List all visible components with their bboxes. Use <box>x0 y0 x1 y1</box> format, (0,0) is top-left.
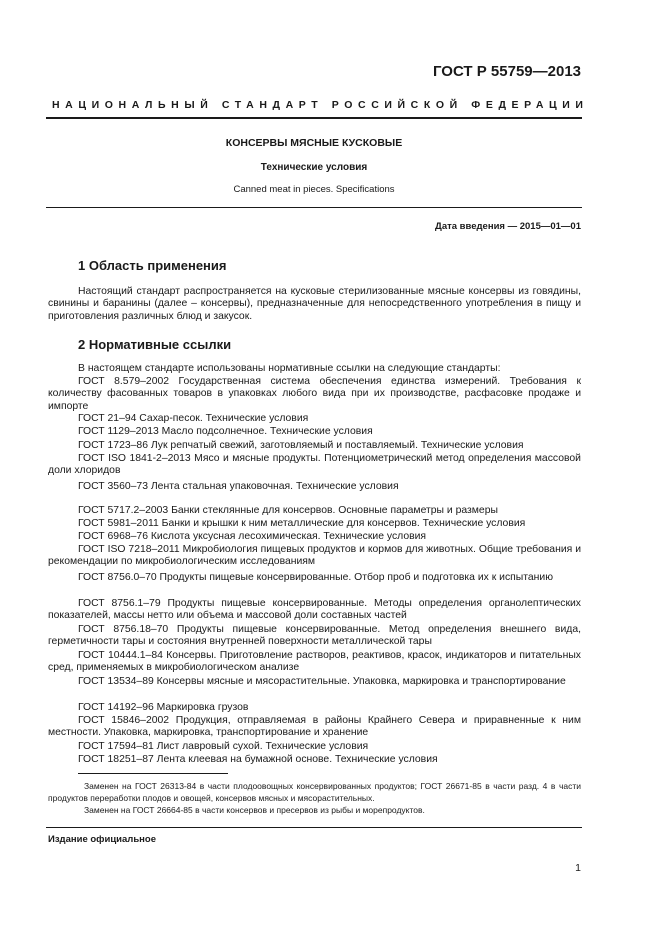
reference-item: ГОСТ 1129–2013 Масло подсолнечное. Технические условия <box>78 426 373 437</box>
page-number: 1 <box>575 862 581 874</box>
reference-item: ГОСТ 10444.1–84 Консервы. Приготовление растворов, реактивов, красок, индикаторов и питательных сред, применяемых в микробиологическом анализе <box>48 650 581 674</box>
footnote-2: Заменен на ГОСТ 26664-85 в части консервов и пресервов из рыбы и морепродуктов. <box>84 805 425 815</box>
reference-item: ГОСТ 14192–96 Маркировка грузов <box>78 702 249 713</box>
reference-item: ГОСТ 13534–89 Консервы мясные и мясорастительные. Упаковка, маркировка и транспортирование <box>78 676 566 687</box>
footnote-1: Заменен на ГОСТ 26313-84 в части плодоовощных консервированных продуктов; ГОСТ 26671-85 в части разд. 4 в части продуктов переработки плодов и овощей, консервов мясных и мясорастительных. <box>48 781 581 803</box>
reference-item: ГОСТ ISO 7218–2011 Микробиология пищевых продуктов и кормов для животных. Общие требования и рекомендации по микробиологическим исследованиям <box>48 544 581 568</box>
reference-item: ГОСТ 8.579–2002 Государственная система обеспечения единства измерений. Требования к количеству фасованных товаров в упаковках любого вида при их производстве, расфасовке продаже и импорте <box>48 376 581 412</box>
reference-item: ГОСТ 15846–2002 Продукция, отправляемая в районы Крайнего Севера и приравненные к ним местности. Упаковка, маркировка, транспортирование и хранение <box>48 715 581 739</box>
section-1-text: Настоящий стандарт распространяется на кусковые стерилизованные мясные консервы из говядины, свинины и баранины (далее – консервы), предназначенные для непосредственного употребления в пищу и приготовления различных блюд и закусок. <box>48 286 581 322</box>
footnote-separator <box>78 773 228 774</box>
title-rule <box>46 207 582 208</box>
section-2-intro: В настоящем стандарте использованы нормативные ссылки на следующие стандарты: <box>78 363 501 374</box>
section-2-heading: 2 Нормативные ссылки <box>78 337 232 352</box>
reference-item: ГОСТ 8756.1–79 Продукты пищевые консервированные. Методы определения органолептических показателей, массы нетто или объема и массовой доли составных частей <box>48 598 581 622</box>
reference-item: ГОСТ 1723–86 Лук репчатый свежий, заготовляемый и поставляемый. Технические условия <box>78 440 524 451</box>
header-rule <box>46 117 582 119</box>
english-title: Canned meat in pieces. Specifications <box>233 184 395 195</box>
standard-subtitle: Технические условия <box>260 162 368 173</box>
reference-item: ГОСТ 17594–81 Лист лавровый сухой. Технические условия <box>78 741 369 752</box>
footer-rule <box>46 827 582 828</box>
reference-item: ГОСТ 8756.18–70 Продукты пищевые консервированные. Метод определения внешнего вида, герметичности тары и состояния внутренней поверхности металлической тары <box>48 624 581 648</box>
reference-item: ГОСТ 21–94 Сахар-песок. Технические условия <box>78 413 309 424</box>
reference-item: ГОСТ 3560–73 Лента стальная упаковочная. Технические условия <box>78 481 399 492</box>
introduction-date: Дата введения — 2015—01—01 <box>435 221 581 232</box>
reference-item: ГОСТ ISO 1841-2–2013 Мясо и мясные продукты. Потенциометрический метод определения массовой доли хлоридов <box>48 453 581 477</box>
reference-item: ГОСТ 18251–87 Лента клеевая на бумажной основе. Технические условия <box>78 754 438 765</box>
standard-title: КОНСЕРВЫ МЯСНЫЕ КУСКОВЫЕ <box>225 137 403 149</box>
reference-item: ГОСТ 6968–76 Кислота уксусная лесохимическая. Технические условия <box>78 531 427 542</box>
reference-item: ГОСТ 5717.2–2003 Банки стеклянные для консервов. Основные параметры и размеры <box>78 505 498 516</box>
section-1-heading: 1 Область применения <box>78 258 227 273</box>
reference-item: ГОСТ 5981–2011 Банки и крышки к ним металлические для консервов. Технические условия <box>78 518 526 529</box>
national-standard-banner: НАЦИОНАЛЬНЫЙ СТАНДАРТ РОССИЙСКОЙ ФЕДЕРАЦИИ <box>52 99 589 111</box>
document-number: ГОСТ Р 55759—2013 <box>432 63 581 80</box>
reference-item: ГОСТ 8756.0–70 Продукты пищевые консервированные. Отбор проб и подготовка их к испытанию <box>78 572 553 583</box>
official-edition-label: Издание официальное <box>48 834 156 845</box>
